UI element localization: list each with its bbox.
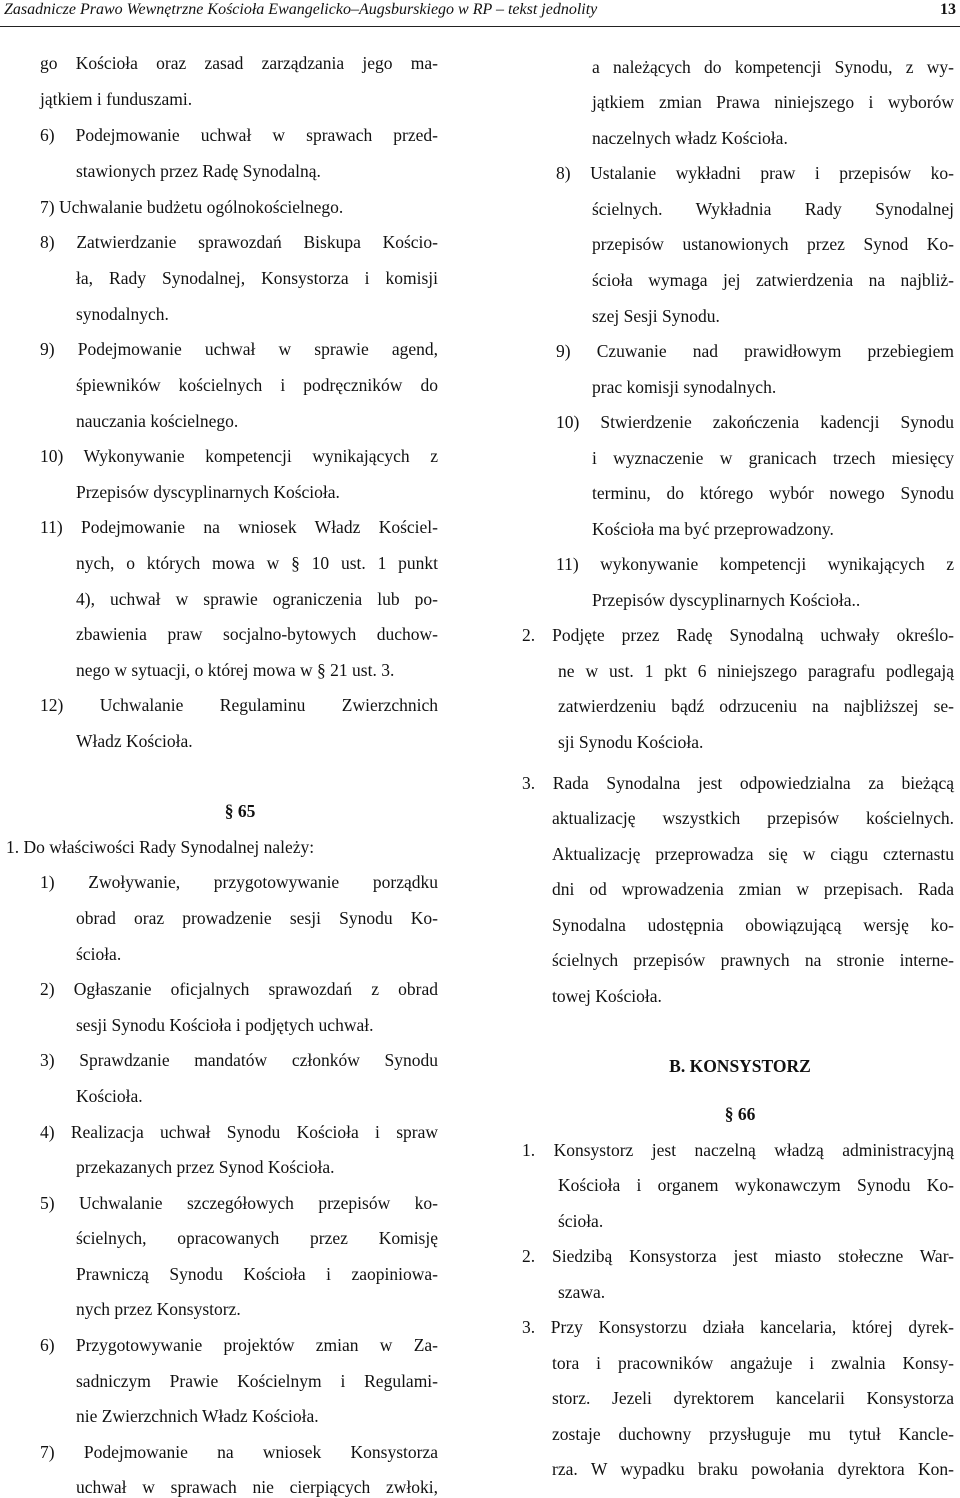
text-line: 2. Podjęte przez Radę Synodalną uchwały określo- [522,625,954,645]
text-line: Synodalna udostępnia obowiązującą wersję ko- [552,915,954,935]
text-line: 3) Sprawdzanie mandatów członków Synodu [40,1050,438,1070]
text-line: przepisów ustanowionych przez Synod Ko- [592,234,954,254]
text-line: jątkiem i funduszami. [40,89,193,109]
text-line: ścielnych. Wykładnia Rady Synodalnej [592,199,954,219]
text-line: 4) Realizacja uchwał Synodu Kościoła i spraw [40,1122,438,1142]
text-line: 3. Przy Konsystorzu działa kancelaria, której dyrek- [522,1317,954,1337]
text-line: prac komisji synodalnych. [592,377,777,397]
text-line: ścielnych, opracowanych przez Komisję [76,1228,438,1248]
text-line: 4), uchwał w sprawie ograniczenia lub po- [76,589,438,609]
text-line: 1. Konsystorz jest naczelną władzą administracyjną [522,1140,954,1160]
text-line: sesji Synodu Kościoła i podjętych uchwał. [76,1015,374,1035]
text-line: terminu, do którego wybór nowego Synodu [592,483,954,503]
text-line: zostaje duchowny przysługuje mu tytuł Kancle- [552,1424,954,1444]
text-line: ścioła. [558,1211,604,1231]
text-line: nie Zwierzchnich Władz Kościoła. [76,1406,319,1426]
text-line: ne w ust. 1 pkt 6 niniejszego paragrafu podlegają [558,661,954,681]
text-line: ścioła. [76,944,122,964]
text-line: 12) Uchwalanie Regulaminu Zwierzchnich [40,695,438,715]
text-line: stawionych przez Radę Synodalną. [76,161,321,181]
text-line: ła, Rady Synodalnej, Konsystorza i komisji [76,268,438,288]
text-line: ścielnych przepisów prawnych na stronie interne- [552,950,954,970]
text-line: nych, o których mowa w § 10 ust. 1 punkt [76,553,438,573]
text-line: 9) Czuwanie nad prawidłowym przebiegiem [556,341,954,361]
section-heading: § 66 [724,1104,756,1124]
text-line: Władz Kościoła. [76,731,193,751]
text-line: uchwał w sprawach nie cierpiących zwłoki, [76,1477,438,1497]
text-line: 8) Ustalanie wykładni praw i przepisów ko- [556,163,954,183]
section-heading: B. KONSYSTORZ [669,1056,811,1076]
text-line: zbawienia praw socjalno-bytowych duchow- [76,624,438,644]
text-line: 2) Ogłaszanie oficjalnych sprawozdań z obrad [40,979,438,999]
page-header [0,0,960,27]
text-line: towej Kościoła. [552,986,662,1006]
text-line: 1) Zwoływanie, przygotowywanie porządku [40,872,438,892]
text-line: nego w sytuacji, o której mowa w § 21 ust. 3. [76,660,395,680]
text-line: szawa. [558,1282,606,1302]
text-line: synodalnych. [76,304,169,324]
text-line: śpiewników kościelnych i podręczników do [76,375,438,395]
text-line: jątkiem zmian Prawa niniejszego i wyborów [592,92,954,112]
text-line: Kościoła i organem wykonawczym Synodu Ko- [558,1175,954,1195]
text-line: ścioła wymaga jej zatwierdzenia na najbliż- [592,270,954,290]
text-line: zatwierdzeniu bądź odrzuceniu na najbliższej se- [558,696,954,716]
text-line: Kościoła. [76,1086,143,1106]
text-line: 11) Podejmowanie na wniosek Władz Kościel- [40,517,438,537]
text-line: 10) Stwierdzenie zakończenia kadencji Synodu [556,412,954,432]
text-line: Prawniczą Synodu Kościoła i zaopiniowa- [76,1264,438,1284]
text-line: Przepisów dyscyplinarnych Kościoła. [76,482,340,502]
text-line: przekazanych przez Synod Kościoła. [76,1157,335,1177]
text-line: rza. W wypadku braku powołania dyrektora Kon- [552,1459,954,1479]
text-line: Aktualizację przeprowadza się w ciągu czternastu [552,844,954,864]
text-line: szej Sesji Synodu. [592,306,720,326]
text-line: 7) Uchwalanie budżetu ogólnokościelnego. [40,197,344,217]
text-line: nych przez Konsystorz. [76,1299,241,1319]
text-line: a należących do kompetencji Synodu, z wy- [592,57,954,77]
text-line: 9) Podejmowanie uchwał w sprawie agend, [40,339,438,359]
text-line: 3. Rada Synodalna jest odpowiedzialna za bieżącą [522,773,954,793]
text-line: go Kościoła oraz zasad zarządzania jego ma- [40,53,438,73]
text-line: i wyznaczenie w granicach trzech miesięcy [592,448,954,468]
text-line: storz. Jezeli dyrektorem kancelarii Konsystorza [552,1388,954,1408]
text-line: sadniczym Prawie Kościelnym i Regulami- [76,1371,438,1391]
text-line: 5) Uchwalanie szczegółowych przepisów ko- [40,1193,438,1213]
text-line: 1. Do właściwości Rady Synodalnej należy: [6,837,315,857]
text-line: obrad oraz prowadzenie sesji Synodu Ko- [76,908,438,928]
text-line: nauczania kościelnego. [76,411,239,431]
text-line: naczelnych władz Kościoła. [592,128,788,148]
text-line: aktualizację wszystkich przepisów kościelnych. [552,808,954,828]
text-line: 2. Siedzibą Konsystorza jest miasto stołeczne War- [522,1246,954,1266]
text-line: tora i pracowników angażuje i zwalnia Konsy- [552,1353,954,1373]
text-line: 7) Podejmowanie na wniosek Konsystorza [40,1442,438,1462]
text-line: 6) Podejmowanie uchwał w sprawach przed- [40,125,438,145]
text-line: 10) Wykonywanie kompetencji wynikających z [40,446,438,466]
text-line: Przepisów dyscyplinarnych Kościoła.. [592,590,861,610]
text-line: sji Synodu Kościoła. [558,732,704,752]
text-line: 6) Przygotowywanie projektów zmian w Za- [40,1335,438,1355]
document-title: Zasadnicze Prawo Wewnętrzne Kościoła Ewangelicko–Augsburskiego w RP – tekst jednolity [4,1,598,18]
page-number: 13 [940,1,956,18]
text-line: 8) Zatwierdzanie sprawozdań Biskupa Kościo- [40,232,438,252]
section-heading: § 65 [224,801,256,821]
text-line: Kościoła ma być przeprowadzony. [592,519,834,539]
text-line: 11) wykonywanie kompetencji wynikających z [556,554,954,574]
text-line: dni od wprowadzenia zmian w przepisach. Rada [552,879,954,899]
